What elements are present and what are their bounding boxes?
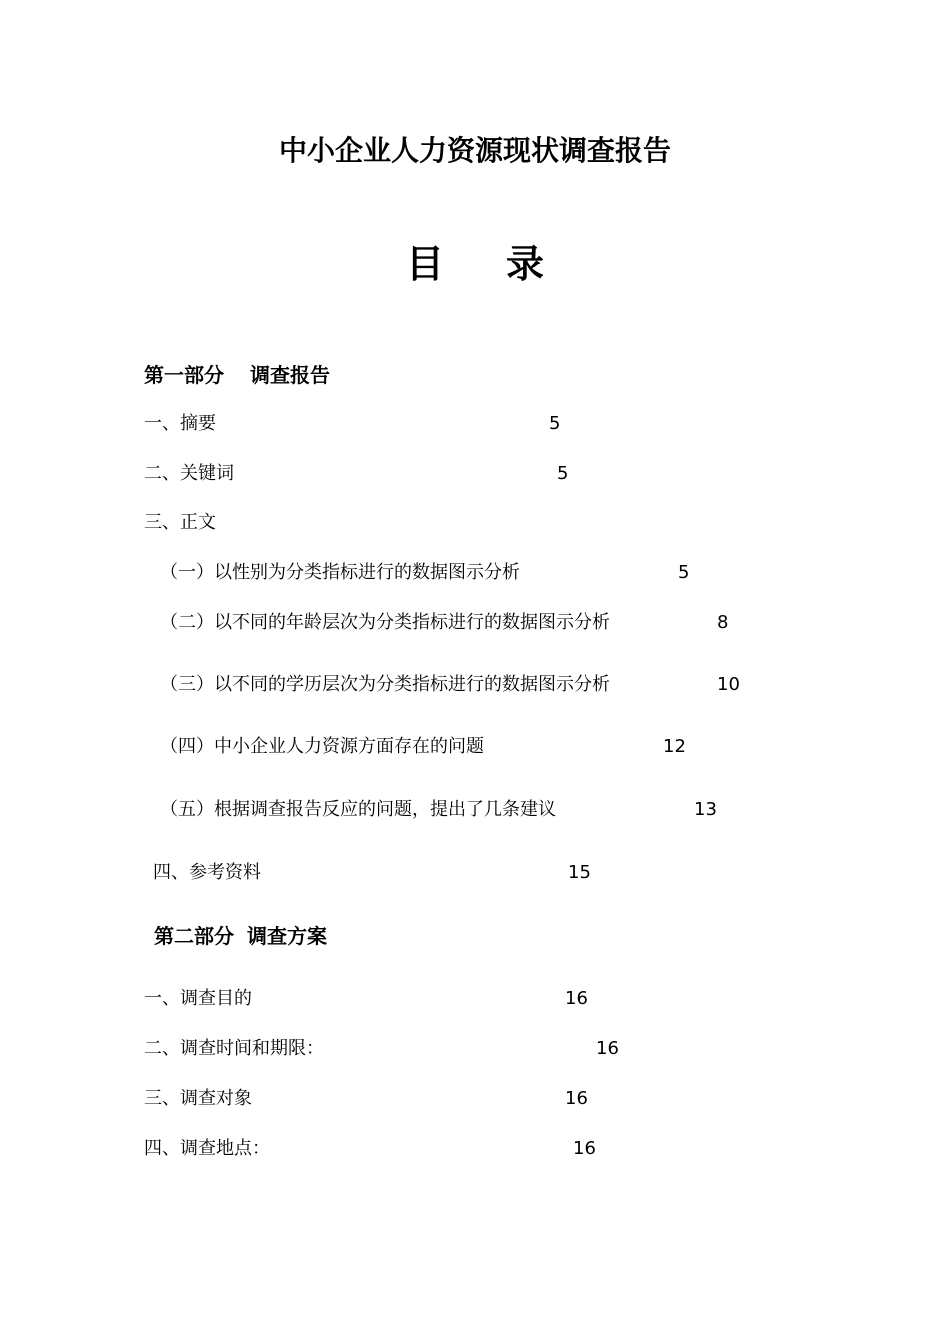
toc-heading [0,236,950,292]
toc-page-body-3: 10 [717,674,740,695]
part2-heading [154,922,327,950]
toc-entry-body-5[interactable]: （五）根据调查报告反应的问题，提出了几条建议 [160,799,556,820]
toc-page-body-4: 12 [663,736,686,757]
toc-heading-char-2: 录 [506,242,545,286]
toc-entry-keywords[interactable]: 二、关键词 [144,463,234,484]
toc-entry-body-1[interactable]: （一）以性别为分类指标进行的数据图示分析 [160,562,520,583]
part1-heading [144,361,330,389]
part1-name: 调查报告 [250,363,330,387]
toc-entry-subjects[interactable]: 三、调查对象 [144,1088,252,1109]
toc-entry-body[interactable]: 三、正文 [144,512,216,533]
toc-entry-body-4[interactable]: （四）中小企业人力资源方面存在的问题 [160,736,484,757]
toc-page-body-1: 5 [678,562,690,583]
toc-heading-char-1: 目 [405,242,444,286]
toc-page-keywords: 5 [557,463,569,484]
toc-page-body-5: 13 [694,799,717,820]
part2-name: 调查方案 [247,924,327,948]
toc-page-abstract: 5 [549,413,561,434]
toc-page-purpose: 16 [565,988,588,1009]
toc-page-references: 15 [568,862,591,883]
toc-page-subjects: 16 [565,1088,588,1109]
toc-entry-schedule[interactable]: 二、调查时间和期限： [144,1038,324,1059]
toc-entry-body-2[interactable]: （二）以不同的年龄层次为分类指标进行的数据图示分析 [160,612,610,633]
toc-entry-abstract[interactable]: 一、摘要 [144,413,216,434]
toc-entry-body-3[interactable]: （三）以不同的学历层次为分类指标进行的数据图示分析 [160,674,610,695]
document-title: 中小企业人力资源现状调查报告 [278,134,671,167]
toc-page-body-2: 8 [717,612,729,633]
toc-entry-location[interactable]: 四、调查地点： [144,1138,270,1159]
toc-page-schedule: 16 [596,1038,619,1059]
part2-label: 第二部分 [154,924,234,948]
toc-entry-references[interactable]: 四、参考资料 [153,862,261,883]
toc-entry-purpose[interactable]: 一、调查目的 [144,988,252,1009]
toc-page-location: 16 [573,1138,596,1159]
part1-label: 第一部分 [144,363,224,387]
